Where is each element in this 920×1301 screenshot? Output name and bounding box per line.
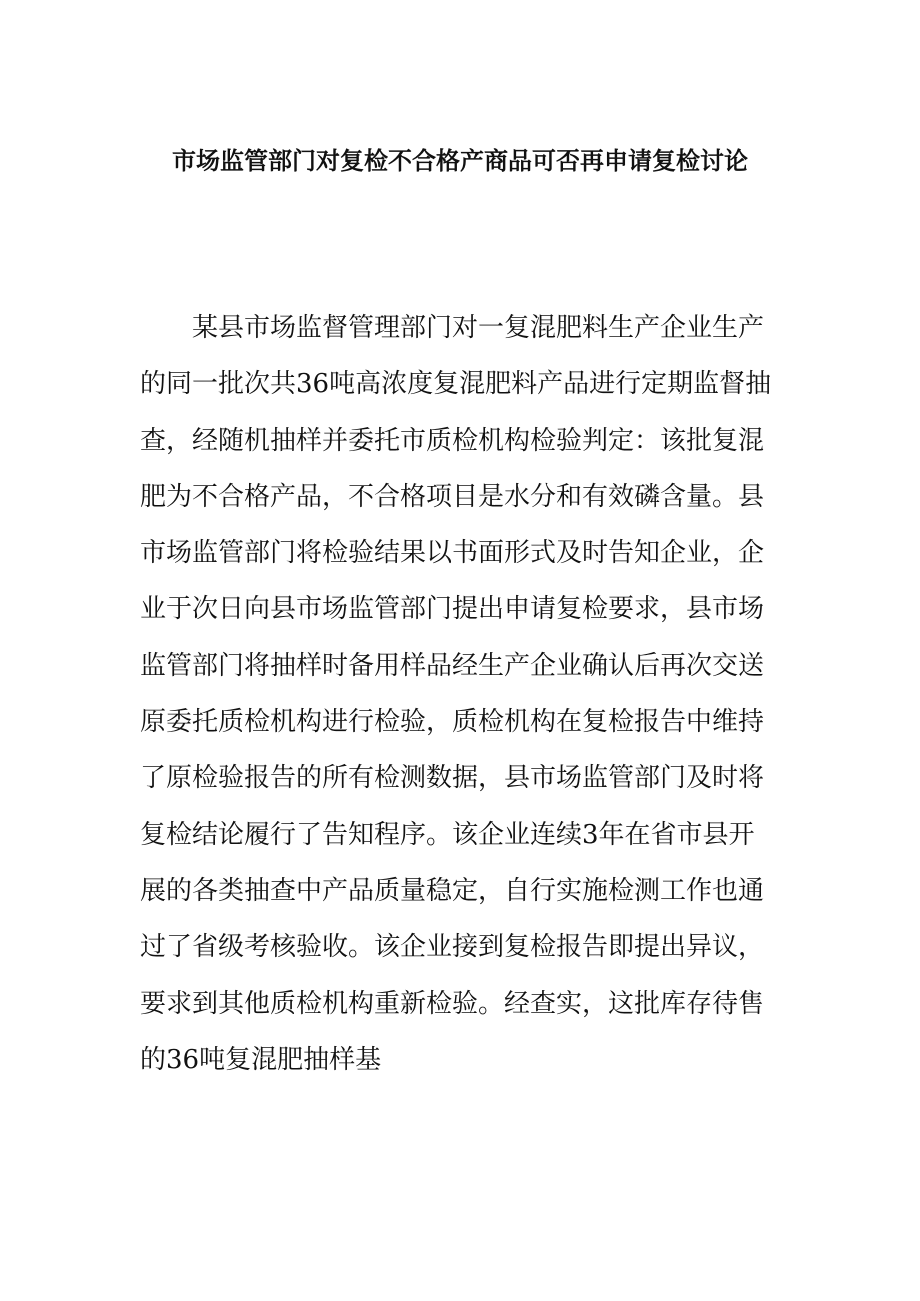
paragraph-line: 监管部门将抽样时备用样品经生产企业确认后再次交送: [140, 650, 765, 681]
paragraph-line: 市场监管部门将检验结果以书面形式及时告知企业，企: [140, 538, 765, 569]
body-paragraph: [140, 300, 790, 1088]
paragraph-line: 要求到其他质检机构重新检验。经查实，这批库存待售: [140, 988, 765, 1019]
document-title: 市场监管部门对复检不合格产商品可否再申请复检讨论: [172, 147, 748, 175]
paragraph-line: 原委托质检机构进行检验，质检机构在复检报告中维持: [140, 707, 765, 738]
paragraph-line: 某县市场监督管理部门对一复混肥料生产企业生产: [192, 313, 765, 343]
paragraph-line: 复检结论履行了告知程序。该企业连续3年在省市县开: [140, 819, 755, 850]
paragraph-line: 业于次日向县市场监管部门提出申请复检要求，县市场: [140, 594, 765, 625]
paragraph-line: 的36吨复混肥抽样基: [140, 1044, 382, 1075]
paragraph-line: 展的各类抽查中产品质量稳定，自行实施检测工作也通: [140, 875, 765, 906]
paragraph-line: 查，经随机抽样并委托市质检机构检验判定：该批复混: [140, 425, 765, 456]
paragraph-line: 的同一批次共36吨高浓度复混肥料产品进行定期监督抽: [140, 369, 772, 400]
paragraph-line: 肥为不合格产品，不合格项目是水分和有效磷含量。县: [140, 481, 765, 512]
paragraph-line: 了原检验报告的所有检测数据，县市场监管部门及时将: [140, 763, 765, 794]
paragraph-line: 过了省级考核验收。该企业接到复检报告即提出异议，: [140, 932, 765, 963]
